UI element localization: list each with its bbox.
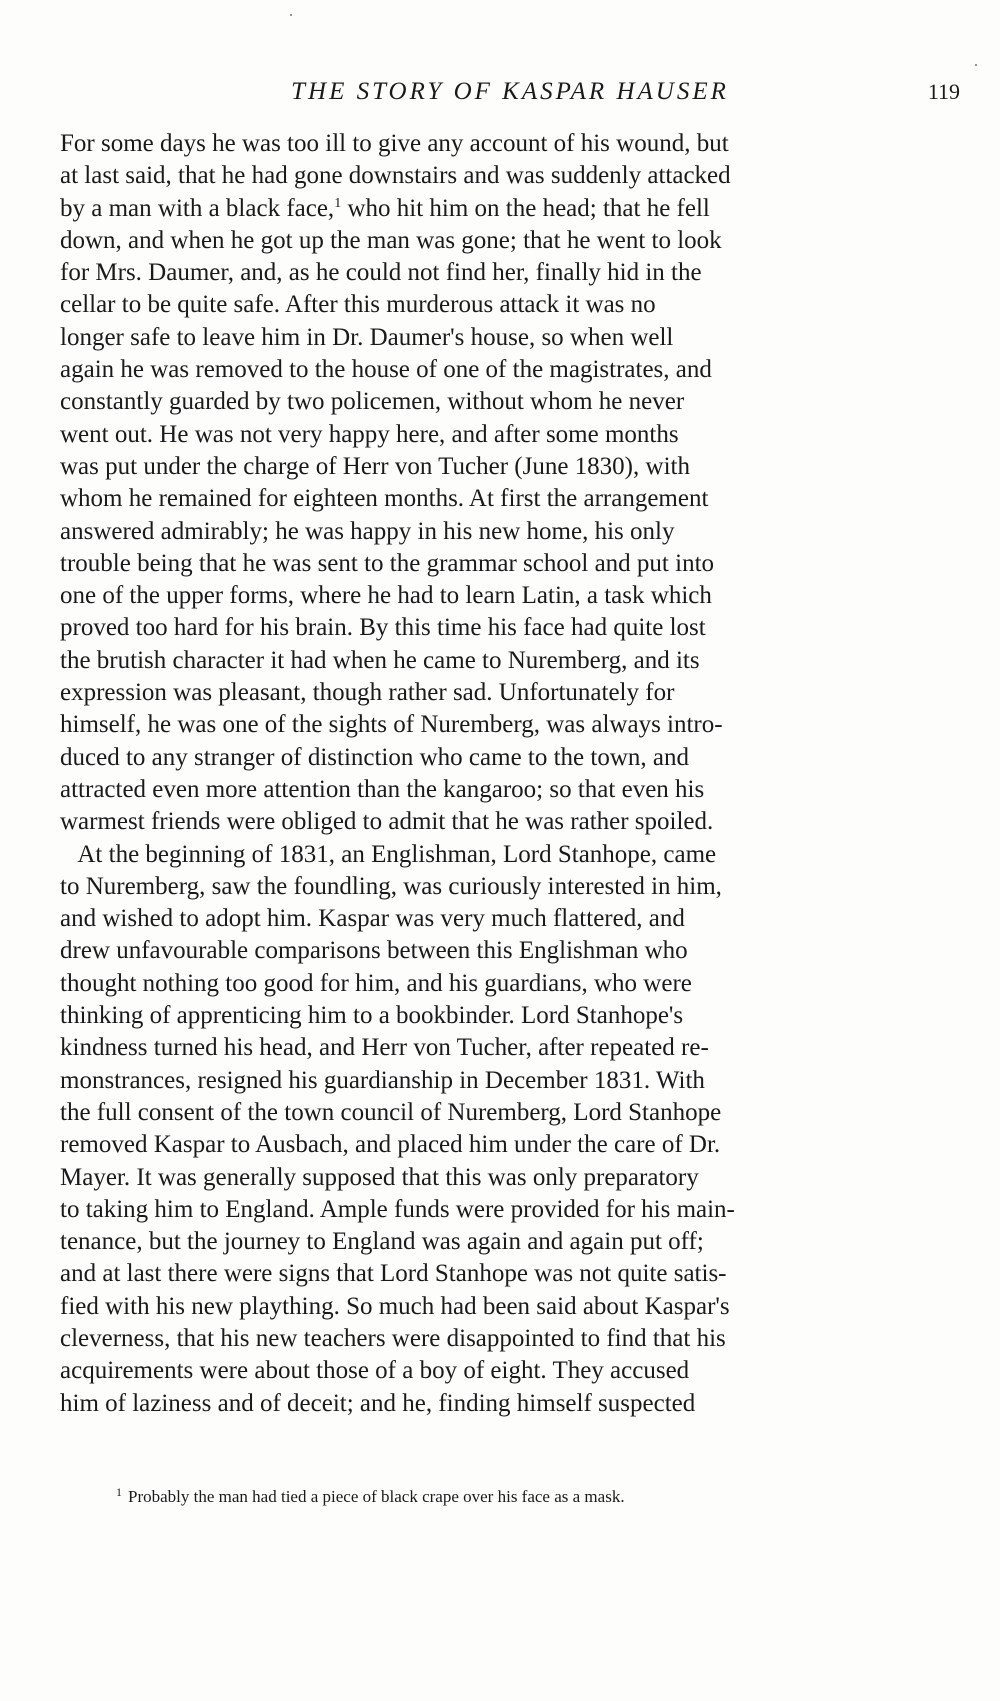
text-line: to Nuremberg, saw the foundling, was curiously interested in him, bbox=[60, 872, 722, 900]
text-line: for Mrs. Daumer, and, as he could not find her, finally hid in the bbox=[60, 259, 702, 287]
text-line: tenance, but the journey to England was again and again put off; bbox=[60, 1228, 704, 1256]
text-line: and at last there were signs that Lord Stanhope was not quite satis- bbox=[60, 1260, 727, 1288]
footnote-reference: 1 bbox=[334, 195, 342, 211]
footnote bbox=[60, 1480, 960, 1509]
text-line: proved too hard for his brain. By this time his face had quite lost bbox=[60, 614, 706, 642]
text-line: constantly guarded by two policemen, without whom he never bbox=[60, 388, 685, 416]
text-line: answered admirably; he was happy in his new home, his only bbox=[60, 517, 675, 545]
text-line: acquirements were about those of a boy of eight. They accused bbox=[60, 1357, 690, 1385]
text-line: was put under the charge of Herr von Tucher (June 1830), with bbox=[60, 452, 690, 480]
text-line bbox=[60, 193, 960, 225]
text-line: himself, he was one of the sights of Nuremberg, was always intro- bbox=[60, 711, 723, 739]
text-line: the brutish character it had when he came to Nuremberg, and its bbox=[60, 646, 700, 674]
running-title: THE STORY OF KASPAR HAUSER bbox=[291, 78, 729, 105]
text-line: kindness turned his head, and Herr von Tucher, after repeated re- bbox=[60, 1034, 709, 1062]
paper-speck bbox=[290, 14, 292, 16]
text-line: longer safe to leave him in Dr. Daumer's house, so when well bbox=[60, 323, 674, 351]
body-text bbox=[60, 128, 960, 1420]
text-line: trouble being that he was sent to the grammar school and put into bbox=[60, 549, 715, 577]
text-line: removed Kaspar to Ausbach, and placed him under the care of Dr. bbox=[60, 1131, 721, 1159]
text-line: thinking of apprenticing him to a bookbinder. Lord Stanhope's bbox=[60, 1002, 684, 1030]
text-line: fied with his new plaything. So much had been said about Kaspar's bbox=[60, 1292, 730, 1320]
text-line: cleverness, that his new teachers were disappointed to find that his bbox=[60, 1324, 726, 1352]
text-line: expression was pleasant, though rather sad. Unfortunately for bbox=[60, 679, 675, 707]
text-line: Mayer. It was generally supposed that this was only preparatory bbox=[60, 1163, 699, 1191]
running-head bbox=[60, 72, 960, 112]
text-line: For some days he was too ill to give any account of his wound, but bbox=[60, 130, 729, 157]
text-line: warmest friends were obliged to admit that he was rather spoiled. bbox=[60, 808, 714, 836]
text-line: cellar to be quite safe. After this murderous attack it was no bbox=[60, 291, 656, 319]
text-line: duced to any stranger of distinction who came to the town, and bbox=[60, 743, 690, 771]
text-line: At the beginning of 1831, an Englishman, Lord Stanhope, came bbox=[60, 840, 717, 868]
text-line-end: who hit him on the head; that he fell bbox=[341, 194, 710, 222]
text-line: him of laziness and of deceit; and he, finding himself suspected bbox=[60, 1389, 696, 1417]
text-line: to taking him to England. Ample funds were provided for his main- bbox=[60, 1195, 735, 1223]
text-line: at last said, that he had gone downstairs and was suddenly attacked bbox=[60, 162, 731, 190]
text-line: thought nothing too good for him, and his guardians, who were bbox=[60, 969, 692, 997]
text-line: the full consent of the town council of Nuremberg, Lord Stanhope bbox=[60, 1098, 722, 1126]
text-line: again he was removed to the house of one of the magistrates, and bbox=[60, 356, 712, 384]
text-line-start: by a man with a black face, bbox=[60, 194, 335, 222]
text-line: and wished to adopt him. Kaspar was very much flattered, and bbox=[60, 905, 685, 933]
footnote-text: Probably the man had tied a piece of black crape over his face as a mask. bbox=[128, 1487, 625, 1506]
text-line: attracted even more attention than the kangaroo; so that even his bbox=[60, 775, 705, 803]
text-line: down, and when he got up the man was gone; that he went to look bbox=[60, 226, 722, 254]
text-line: monstrances, resigned his guardianship in December 1831. With bbox=[60, 1066, 705, 1094]
page-number: 119 bbox=[927, 79, 960, 104]
text-line: went out. He was not very happy here, and after some months bbox=[60, 420, 679, 448]
paper-speck bbox=[975, 64, 977, 66]
text-line: whom he remained for eighteen months. At first the arrangement bbox=[60, 485, 709, 513]
text-line: one of the upper forms, where he had to learn Latin, a task which bbox=[60, 582, 712, 610]
text-line: drew unfavourable comparisons between this Englishman who bbox=[60, 937, 688, 965]
footnote-number: 1 bbox=[116, 1485, 122, 1499]
